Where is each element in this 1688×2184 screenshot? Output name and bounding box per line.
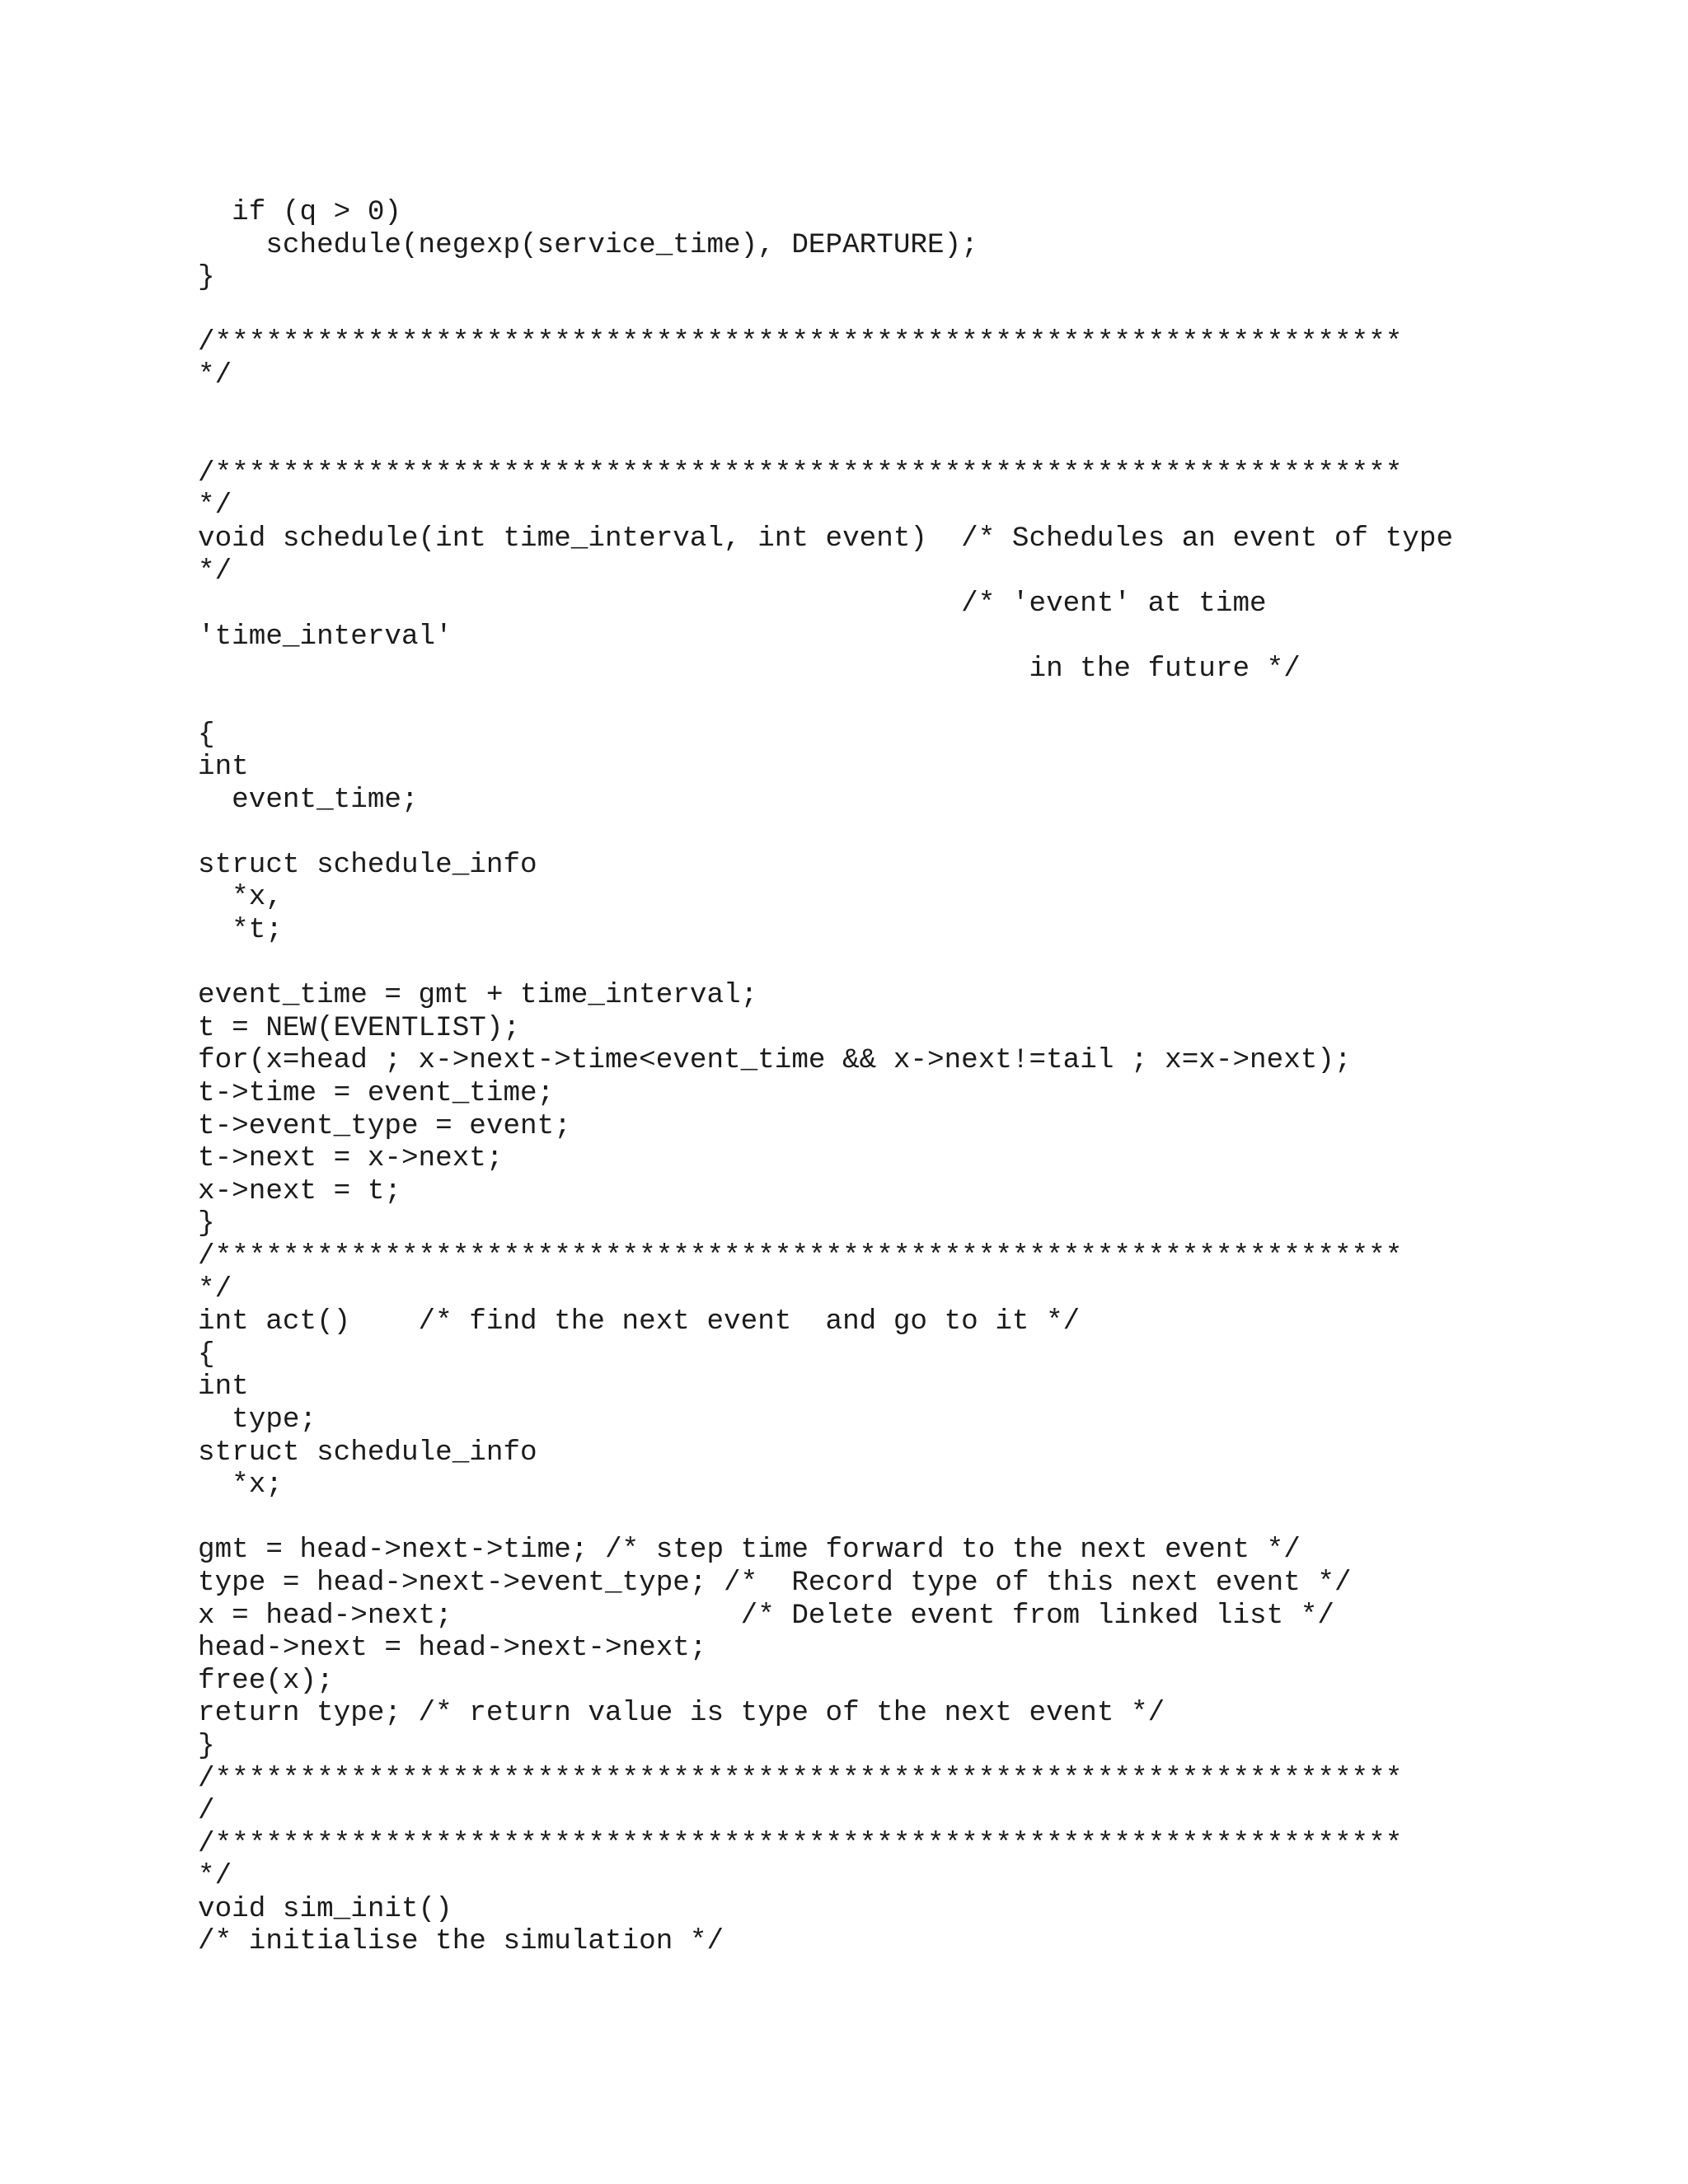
code-line	[198, 816, 1500, 849]
code-line: *x,	[198, 881, 283, 914]
code-line: /**********************************************************************	[198, 1827, 1403, 1860]
code-line: /* initialise the simulation */	[198, 1925, 724, 1958]
code-line	[198, 947, 1500, 980]
code-line: {	[198, 718, 215, 751]
code-line: t->next = x->next;	[198, 1142, 504, 1175]
code-line: struct schedule_info	[198, 848, 537, 881]
code-line: if (q > 0)	[198, 196, 401, 228]
code-line: return type; /* return value is type of the next event */	[198, 1697, 1165, 1730]
code-line: /**********************************************************************	[198, 1240, 1403, 1272]
code-line: t = NEW(EVENTLIST);	[198, 1011, 521, 1044]
code-line: free(x);	[198, 1664, 334, 1697]
code-line: /**********************************************************************	[198, 326, 1403, 359]
code-line: struct schedule_info	[198, 1436, 537, 1469]
code-line	[198, 392, 1500, 425]
code-line: 'time_interval'	[198, 620, 452, 653]
code-line: /**********************************************************************	[198, 1762, 1403, 1795]
code-line: */	[198, 359, 232, 391]
code-listing	[198, 196, 1500, 1958]
code-line: schedule(negexp(service_time), DEPARTURE);	[198, 228, 978, 261]
code-line: void sim_init()	[198, 1892, 452, 1925]
code-line: t->time = event_time;	[198, 1077, 555, 1110]
code-line	[198, 424, 1500, 457]
code-line: *x;	[198, 1469, 283, 1502]
code-line: /	[198, 1795, 215, 1828]
code-line: }	[198, 1729, 215, 1762]
code-line: t->event_type = event;	[198, 1109, 571, 1142]
code-line: }	[198, 1207, 215, 1240]
code-line: event_time = gmt + time_interval;	[198, 979, 758, 1012]
code-line: head->next = head->next->next;	[198, 1632, 707, 1665]
code-line: type = head->next->event_type; /* Record type of this next event */	[198, 1566, 1352, 1599]
code-line: gmt = head->next->time; /* step time forward to the next event */	[198, 1534, 1301, 1567]
code-line: type;	[198, 1403, 317, 1436]
code-line: */	[198, 1272, 232, 1305]
code-line: */	[198, 490, 232, 523]
code-line: /**********************************************************************	[198, 457, 1403, 490]
code-line: in the future */	[198, 653, 1301, 686]
code-line: *t;	[198, 914, 283, 947]
code-line	[198, 294, 1500, 327]
code-line: x->next = t;	[198, 1174, 401, 1207]
code-line	[198, 1502, 1500, 1535]
code-line: int	[198, 1371, 249, 1404]
code-line: }	[198, 261, 215, 294]
code-line: */	[198, 1860, 232, 1893]
code-line: void schedule(int time_interval, int event) /* Schedules an event of type	[198, 522, 1454, 555]
code-line: */	[198, 555, 232, 588]
code-line: event_time;	[198, 783, 419, 816]
code-line: for(x=head ; x->next->time<event_time && x->next!=tail ; x=x->next);	[198, 1044, 1352, 1077]
code-line	[198, 686, 1500, 719]
code-line: int	[198, 751, 249, 784]
code-line: /* 'event' at time	[198, 588, 1267, 621]
code-line: x = head->next; /* Delete event from linked list */	[198, 1599, 1334, 1632]
code-line: int act() /* find the next event and go to it */	[198, 1305, 1081, 1338]
code-line: {	[198, 1338, 215, 1371]
